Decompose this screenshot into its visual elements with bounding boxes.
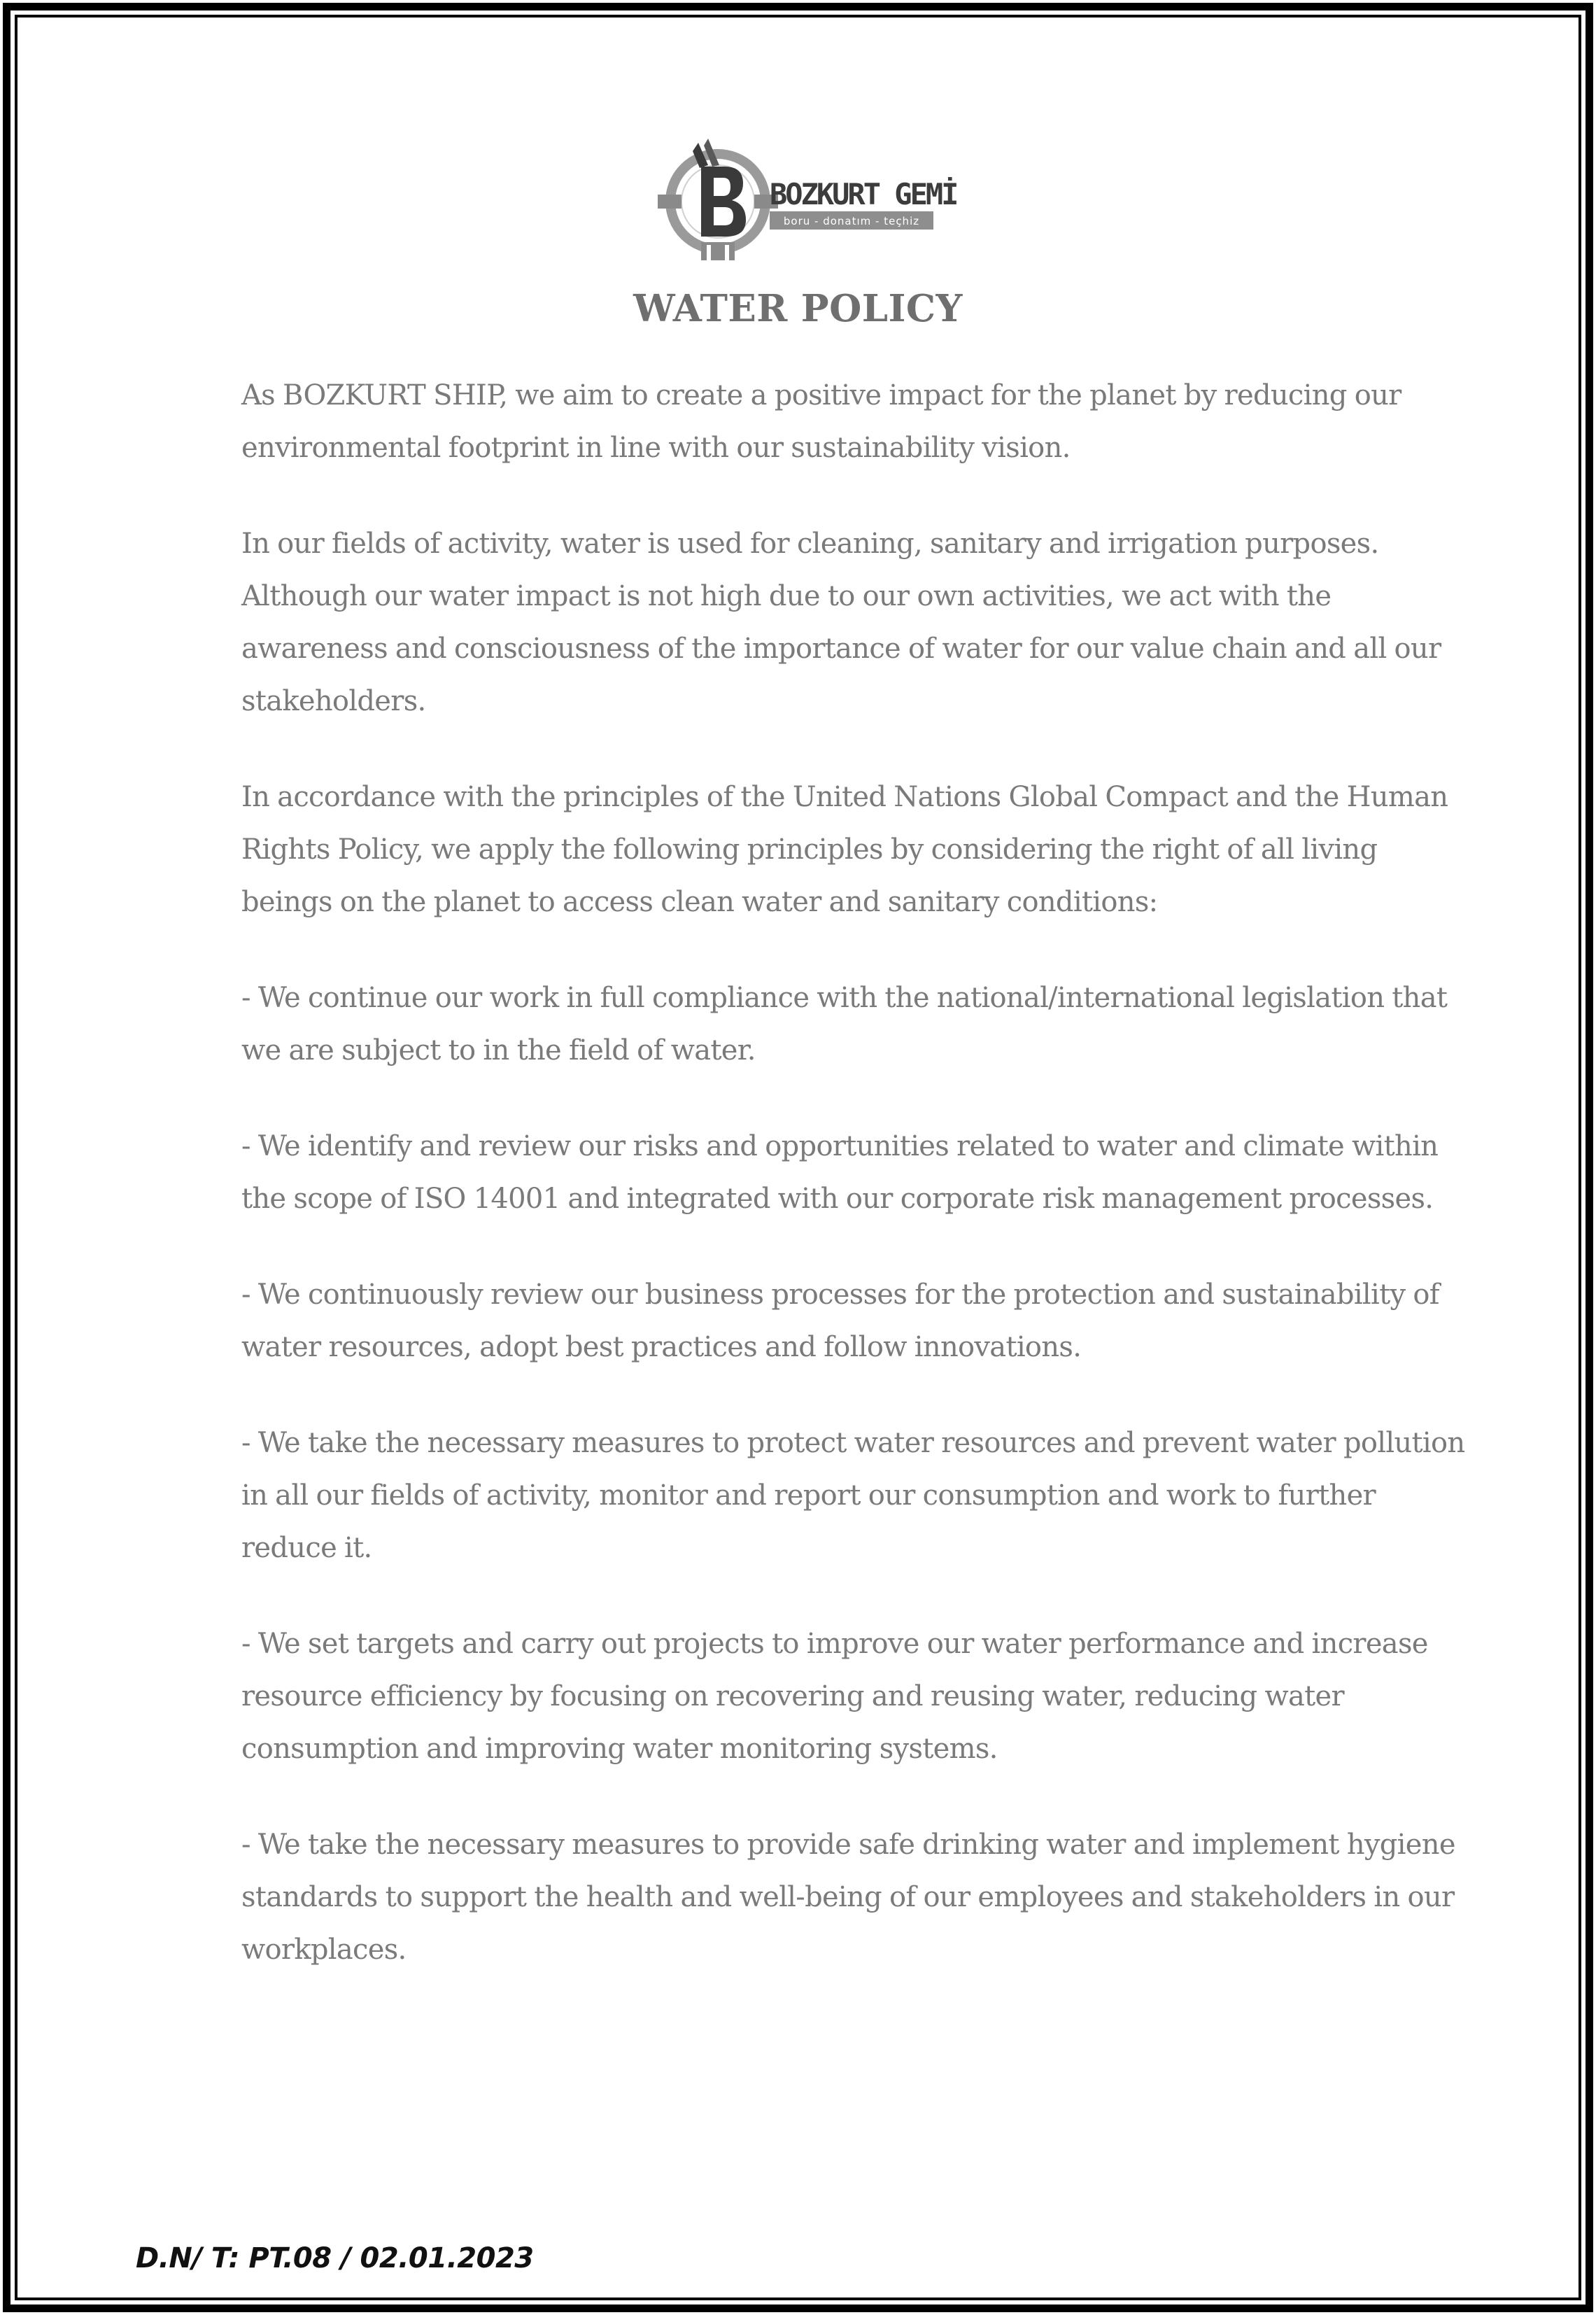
paragraph-water-use: In our fields of activity, water is used for cleaning, sanitary and irrigation purposes. Although our water impact is not high due to our own activities, we act with the awareness and consciousness of the importance of water for our value chain and all our stakeholders. (241, 528, 1441, 717)
logo-tagline: boru - donatım - teçhiz (783, 215, 920, 227)
paragraph-intro: As BOZKURT SHIP, we aim to create a positive impact for the planet by reducing our environmental footprint in line with our sustainability vision. (241, 379, 1401, 464)
principle-review: - We continuously review our business processes for the protection and sustainability of water resources, adopt best practices and follow innovations. (241, 1279, 1439, 1363)
principle-risks: - We identify and review our risks and opportunities related to water and climate within the scope of ISO 14001 and integrated with our corporate risk management processes. (241, 1130, 1439, 1215)
principle-compliance: - We continue our work in full compliance with the national/international legislation that we are subject to in the field of water. (241, 982, 1448, 1067)
document-title: WATER POLICY (633, 287, 963, 330)
bozkurt-logo (658, 137, 957, 263)
paragraph-principles: In accordance with the principles of the United Nations Global Compact and the Human Rights Policy, we apply the following principles by considering the right of all living beings on the planet to access clean water and sanitary conditions: (241, 781, 1448, 918)
policy-body (241, 370, 1473, 2020)
principle-drinking-water: - We take the necessary measures to provide safe drinking water and implement hygiene standards to support the health and well-being of our employees and stakeholders in our workplaces. (241, 1829, 1455, 1966)
principle-protection: - We take the necessary measures to protect water resources and prevent water pollution in all our fields of activity, monitor and report our consumption and work to further reduce it. (241, 1427, 1465, 1564)
document-code-footer: D.N/ T: PT.08 / 02.01.2023 (136, 2242, 534, 2274)
logo-brand-text: BOZKURT GEMİ (770, 177, 957, 211)
principle-targets: - We set targets and carry out projects to improve our water performance and increase resource efficiency by focusing on recovering and reusing water, reducing water consumption and improving water monitoring systems. (241, 1628, 1428, 1765)
